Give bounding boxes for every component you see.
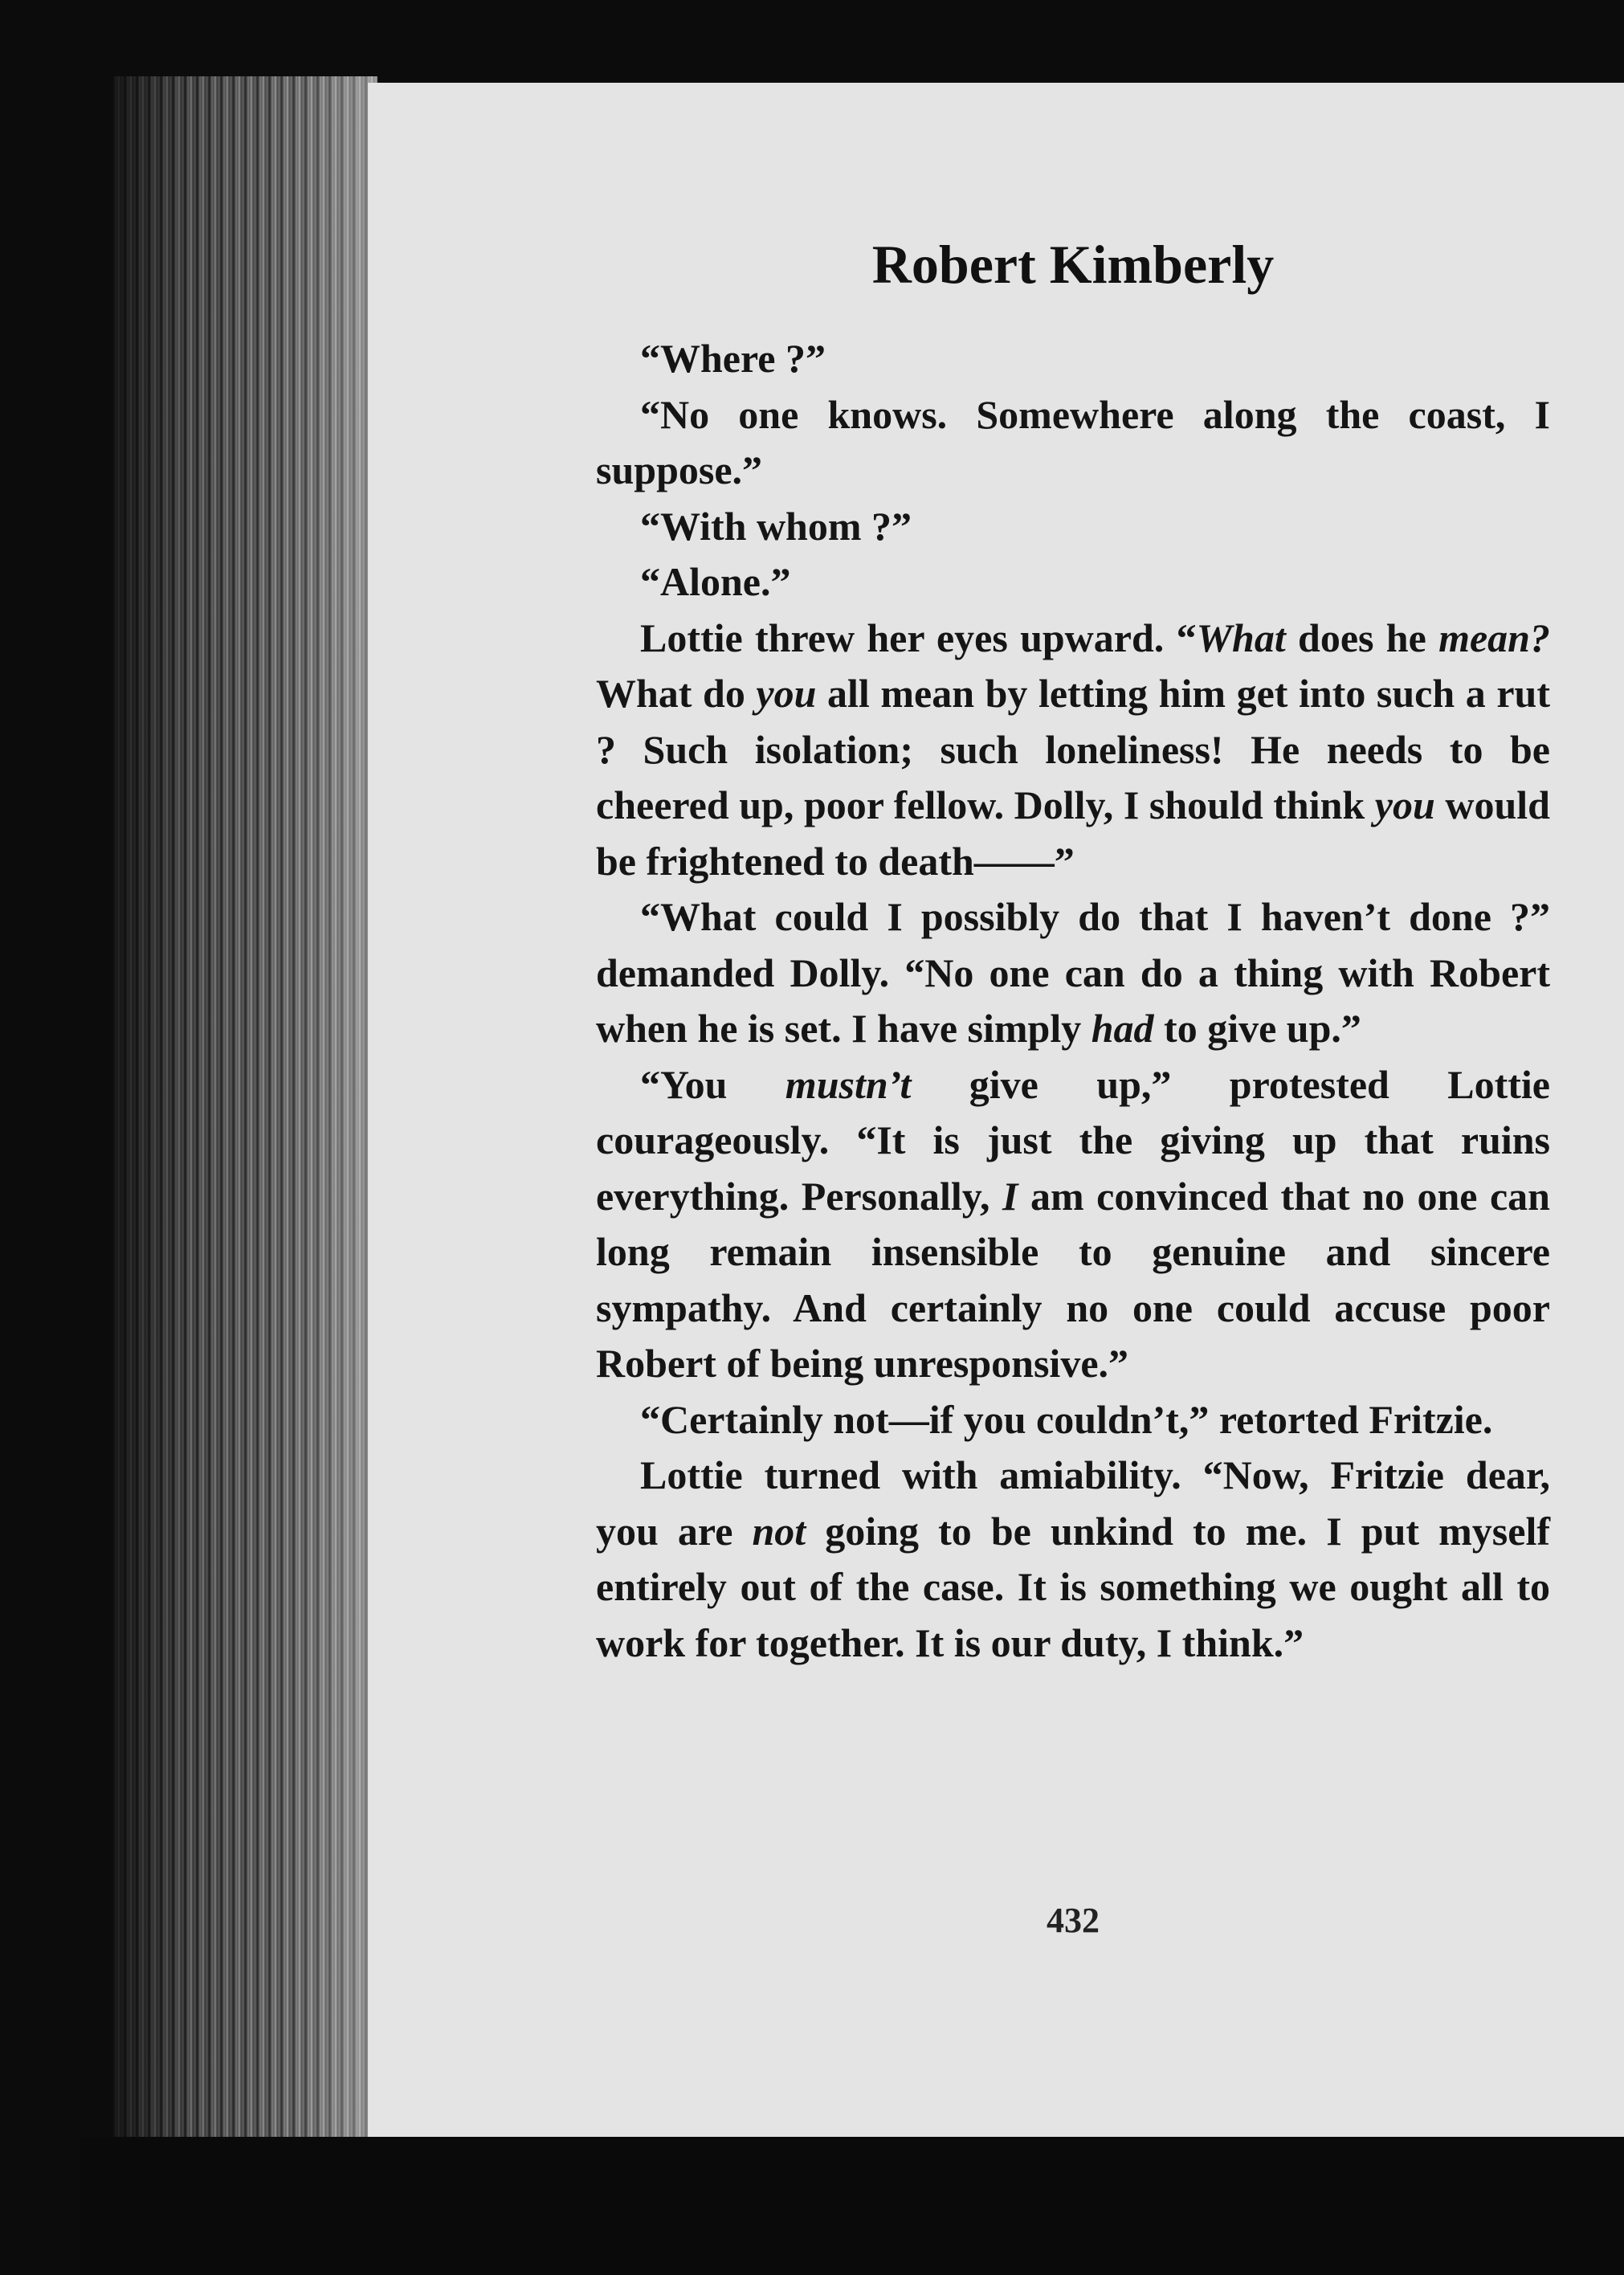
text-run: give up,” protested Lottie courageously. “It is just the giving up that ruins everything. Personally, — [596, 1061, 1551, 1219]
italic-text: I — [1002, 1173, 1018, 1219]
text-run: Lottie threw her eyes upward. “ — [640, 615, 1197, 660]
running-head: Robert Kimberly — [871, 234, 1275, 295]
italic-text: What — [1196, 615, 1286, 660]
paragraph — [596, 611, 1550, 890]
text-run: “Alone.” — [640, 559, 791, 604]
italic-text: mustn’t — [785, 1061, 912, 1107]
paragraph — [596, 1448, 1550, 1671]
text-run: “You — [640, 1061, 785, 1107]
text-run: “No one knows. Somewhere along the coast, I suppose.” — [596, 391, 1550, 492]
text-run: What do — [596, 671, 757, 716]
italic-text: you — [1374, 782, 1435, 827]
paragraph — [596, 1057, 1550, 1392]
body-text — [596, 331, 1550, 1671]
italic-text: you — [756, 671, 817, 716]
page-number: 432 — [1047, 1901, 1100, 1940]
text-run: Lottie turned with amiability. “Now, Fritzie dear, you are — [596, 1452, 1550, 1554]
bottom-shadow — [80, 2137, 1624, 2275]
text-run: am convinced that no one can long remain insensible to genuine and sincere sympathy. And certainly no one could accuse poor Robert of being unresponsive.” — [596, 1173, 1550, 1386]
text-run: would be frightened to death——” — [596, 782, 1550, 884]
text-run: “With whom ?” — [640, 503, 912, 549]
paragraph — [596, 554, 1550, 611]
italic-text: not — [752, 1508, 806, 1554]
text-run: “Where ?” — [640, 336, 826, 381]
text-run: “What could I possibly do that I haven’t done ?” demanded Dolly. “No one can do a thing with Robert when he is set. I have simply — [596, 894, 1550, 1051]
text-run: all mean by letting him get into such a rut ? Such isolation; such loneliness! He needs to be cheered up, poor fellow. Dolly, I should think — [596, 671, 1550, 827]
book-page-edges — [112, 76, 377, 2181]
paragraph — [596, 499, 1550, 555]
paragraph — [596, 387, 1550, 499]
paragraph — [596, 331, 1550, 387]
italic-text: mean? — [1438, 615, 1550, 660]
text-run: does he — [1285, 615, 1439, 660]
text-run: “Certainly not—if you couldn’t,” retorted Fritzie. — [640, 1396, 1493, 1442]
italic-text: had — [1091, 1006, 1154, 1051]
text-run: going to be unkind to me. I put myself entirely out of the case. It is something we ought all to work for together. It is our duty, I think.” — [596, 1508, 1550, 1665]
paragraph — [596, 1392, 1550, 1448]
paragraph — [596, 889, 1550, 1057]
text-run: to give up.” — [1153, 1006, 1361, 1051]
